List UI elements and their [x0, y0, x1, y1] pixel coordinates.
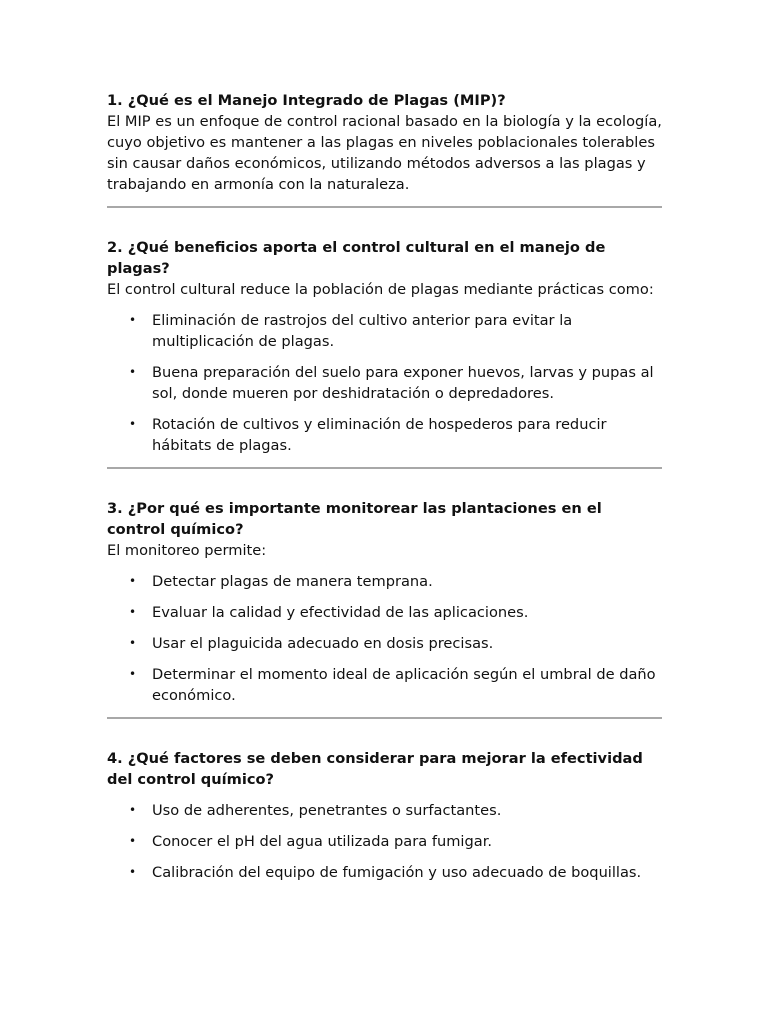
list-item — [107, 362, 662, 404]
list-item-text: Buena preparación del suelo para exponer huevos, larvas y pupas al sol, donde mueren por deshidratación o depredadores. — [152, 364, 654, 402]
bullet-icon: • — [129, 803, 137, 817]
answer-paragraph: El monitoreo permite: — [107, 542, 267, 559]
section-1 — [107, 90, 662, 195]
bullet-icon: • — [129, 834, 137, 848]
list-item-text: Conocer el pH del agua utilizada para fumigar. — [152, 833, 492, 850]
list-item — [107, 602, 662, 623]
question-heading: 3. ¿Por qué es importante monitorear las plantaciones en el control químico? — [107, 500, 602, 538]
list-item — [107, 862, 662, 883]
answer-paragraph: El control cultural reduce la población de plagas mediante prácticas como: — [107, 281, 654, 298]
list-item-text: Calibración del equipo de fumigación y uso adecuado de boquillas. — [152, 864, 642, 881]
bullet-icon: • — [129, 605, 137, 619]
list-item-text: Evaluar la calidad y efectividad de las aplicaciones. — [152, 604, 529, 621]
list-item — [107, 571, 662, 592]
bullet-list — [107, 310, 662, 456]
answer-paragraph: El MIP es un enfoque de control racional basado en la biología y la ecología, cuyo objetivo es mantener a las plagas en niveles poblacionales tolerables sin causar daños económicos, utilizando métodos adversos a las plagas y trabajando en armonía con la naturaleza. — [107, 113, 662, 193]
list-item-text: Uso de adherentes, penetrantes o surfactantes. — [152, 802, 502, 819]
list-item-text: Rotación de cultivos y eliminación de hospederos para reducir hábitats de plagas. — [152, 416, 607, 454]
section-2 — [107, 208, 662, 456]
list-item — [107, 310, 662, 352]
bullet-icon: • — [129, 865, 137, 879]
list-item-text: Eliminación de rastrojos del cultivo anterior para evitar la multiplicación de plagas. — [152, 312, 573, 350]
bullet-icon: • — [129, 636, 137, 650]
list-item-text: Determinar el momento ideal de aplicación según el umbral de daño económico. — [152, 666, 656, 704]
list-item — [107, 633, 662, 654]
bullet-list — [107, 571, 662, 706]
bullet-icon: • — [129, 574, 137, 588]
section-3 — [107, 469, 662, 706]
document-body — [107, 90, 662, 883]
bullet-list — [107, 800, 662, 883]
question-heading: 4. ¿Qué factores se deben considerar para mejorar la efectividad del control químico? — [107, 750, 643, 788]
bullet-icon: • — [129, 667, 137, 681]
question-heading: 1. ¿Qué es el Manejo Integrado de Plagas (MIP)? — [107, 92, 506, 109]
list-item-text: Detectar plagas de manera temprana. — [152, 573, 433, 590]
list-item-text: Usar el plaguicida adecuado en dosis precisas. — [152, 635, 494, 652]
bullet-icon: • — [129, 417, 137, 431]
question-heading: 2. ¿Qué beneficios aporta el control cultural en el manejo de plagas? — [107, 239, 606, 277]
section-4 — [107, 719, 662, 883]
bullet-icon: • — [129, 313, 137, 327]
list-item — [107, 831, 662, 852]
list-item — [107, 414, 662, 456]
bullet-icon: • — [129, 365, 137, 379]
list-item — [107, 800, 662, 821]
list-item — [107, 664, 662, 706]
